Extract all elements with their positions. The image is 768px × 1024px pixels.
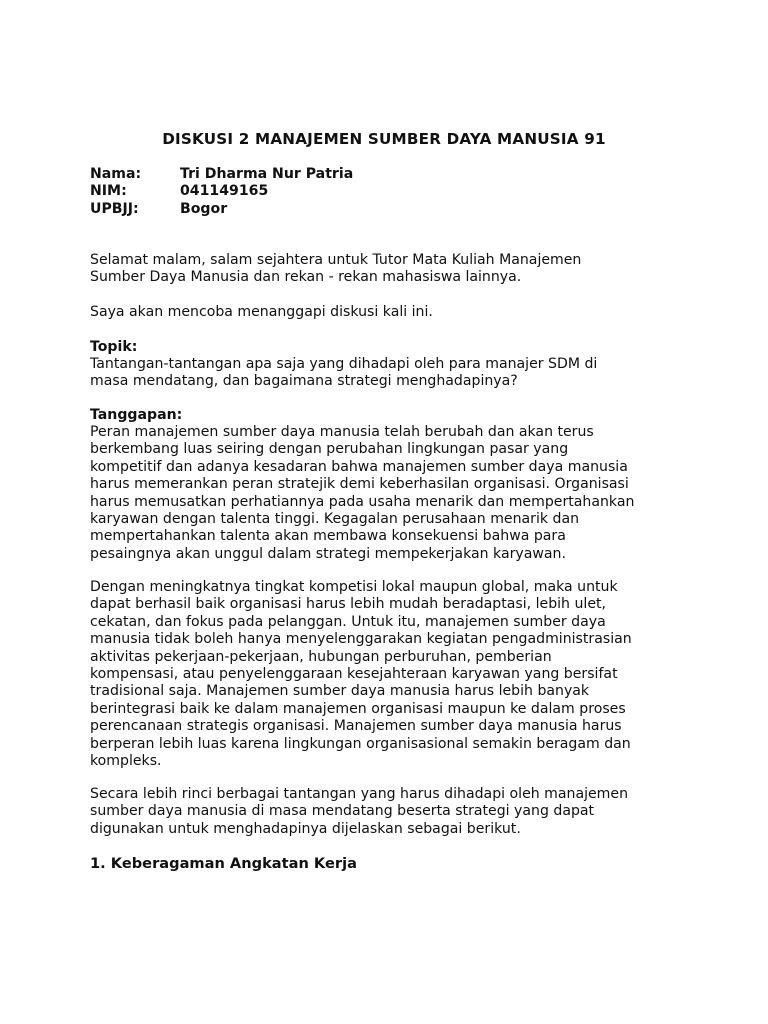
- meta-row-upbjj: [90, 201, 353, 218]
- meta-value: Tri Dharma Nur Patria: [180, 166, 354, 182]
- document-title: DISKUSI 2 MANAJEMEN SUMBER DAYA MANUSIA 91: [162, 130, 606, 148]
- section-heading-1: 1. Keberagaman Angkatan Kerja: [90, 855, 357, 872]
- meta-value: 041149165: [180, 183, 269, 200]
- topic-heading: Topik:: [90, 339, 138, 355]
- meta-label: NIM:: [90, 183, 127, 200]
- response-paragraph-3: Secara lebih rinci berbagai tantangan yang harus dihadapi oleh manajemen sumber daya manusia di masa mendatang beserta strategi yang dapat digunakan untuk menghadapinya dijelaskan sebagai berikut.: [90, 786, 629, 837]
- meta-row-name: [90, 166, 353, 183]
- intro-paragraph: Saya akan mencoba menanggapi diskusi kali ini.: [90, 304, 433, 320]
- meta-row-nim: [90, 183, 353, 200]
- greeting-paragraph: Selamat malam, salam sejahtera untuk Tutor Mata Kuliah Manajemen Sumber Daya Manusia dan rekan - rekan mahasiswa lainnya.: [90, 252, 582, 286]
- meta-label: UPBJJ:: [90, 200, 139, 217]
- response-paragraph-2: Dengan meningkatnya tingkat kompetisi lokal maupun global, maka untuk dapat berhasil baik organisasi harus lebih mudah beradaptasi, lebih ulet, cekatan, dan fokus pada pelanggan. Untuk itu, manajemen sumber daya manusia tidak boleh hanya menyelenggarakan kegiatan pengadministrasian aktivitas pekerjaan-pekerjaan, hubungan perburuhan, pemberian kompensasi, atau penyelenggaraan kesejahteraan karyawan yang bersifat tradisional saja. Manajemen sumber daya manusia harus lebih banyak berintegrasi baik ke dalam manajemen organisasi maupun ke dalam proses perencanaan strategis organisasi. Manajemen sumber daya manusia harus berperan lebih luas karena lingkungan organisasional semakin beragam dan kompleks.: [90, 579, 632, 770]
- response-heading: Tanggapan:: [90, 407, 183, 423]
- response-paragraph-1: Peran manajemen sumber daya manusia telah berubah dan akan terus berkembang luas seiring dengan perubahan lingkungan pasar yang kompetitif dan adanya kesadaran bahwa manajemen sumber daya manusia harus memerankan peran stratejik demi keberhasilan organisasi. Organisasi harus memusatkan perhatiannya pada usaha menarik dan mempertahankan karyawan dengan talenta tinggi. Kegagalan perusahaan menarik dan mempertahankan talenta akan membawa konsekuensi bahwa para pesaingnya akan unggul dalam strategi mempekerjakan karyawan.: [90, 424, 635, 562]
- topic-paragraph: Tantangan-tantangan apa saja yang dihadapi oleh para manajer SDM di masa mendatang, dan bagaimana strategi menghadapinya?: [90, 356, 598, 390]
- meta-label: Nama:: [90, 166, 142, 182]
- meta-value: Bogor: [180, 200, 228, 217]
- author-info: [90, 166, 353, 218]
